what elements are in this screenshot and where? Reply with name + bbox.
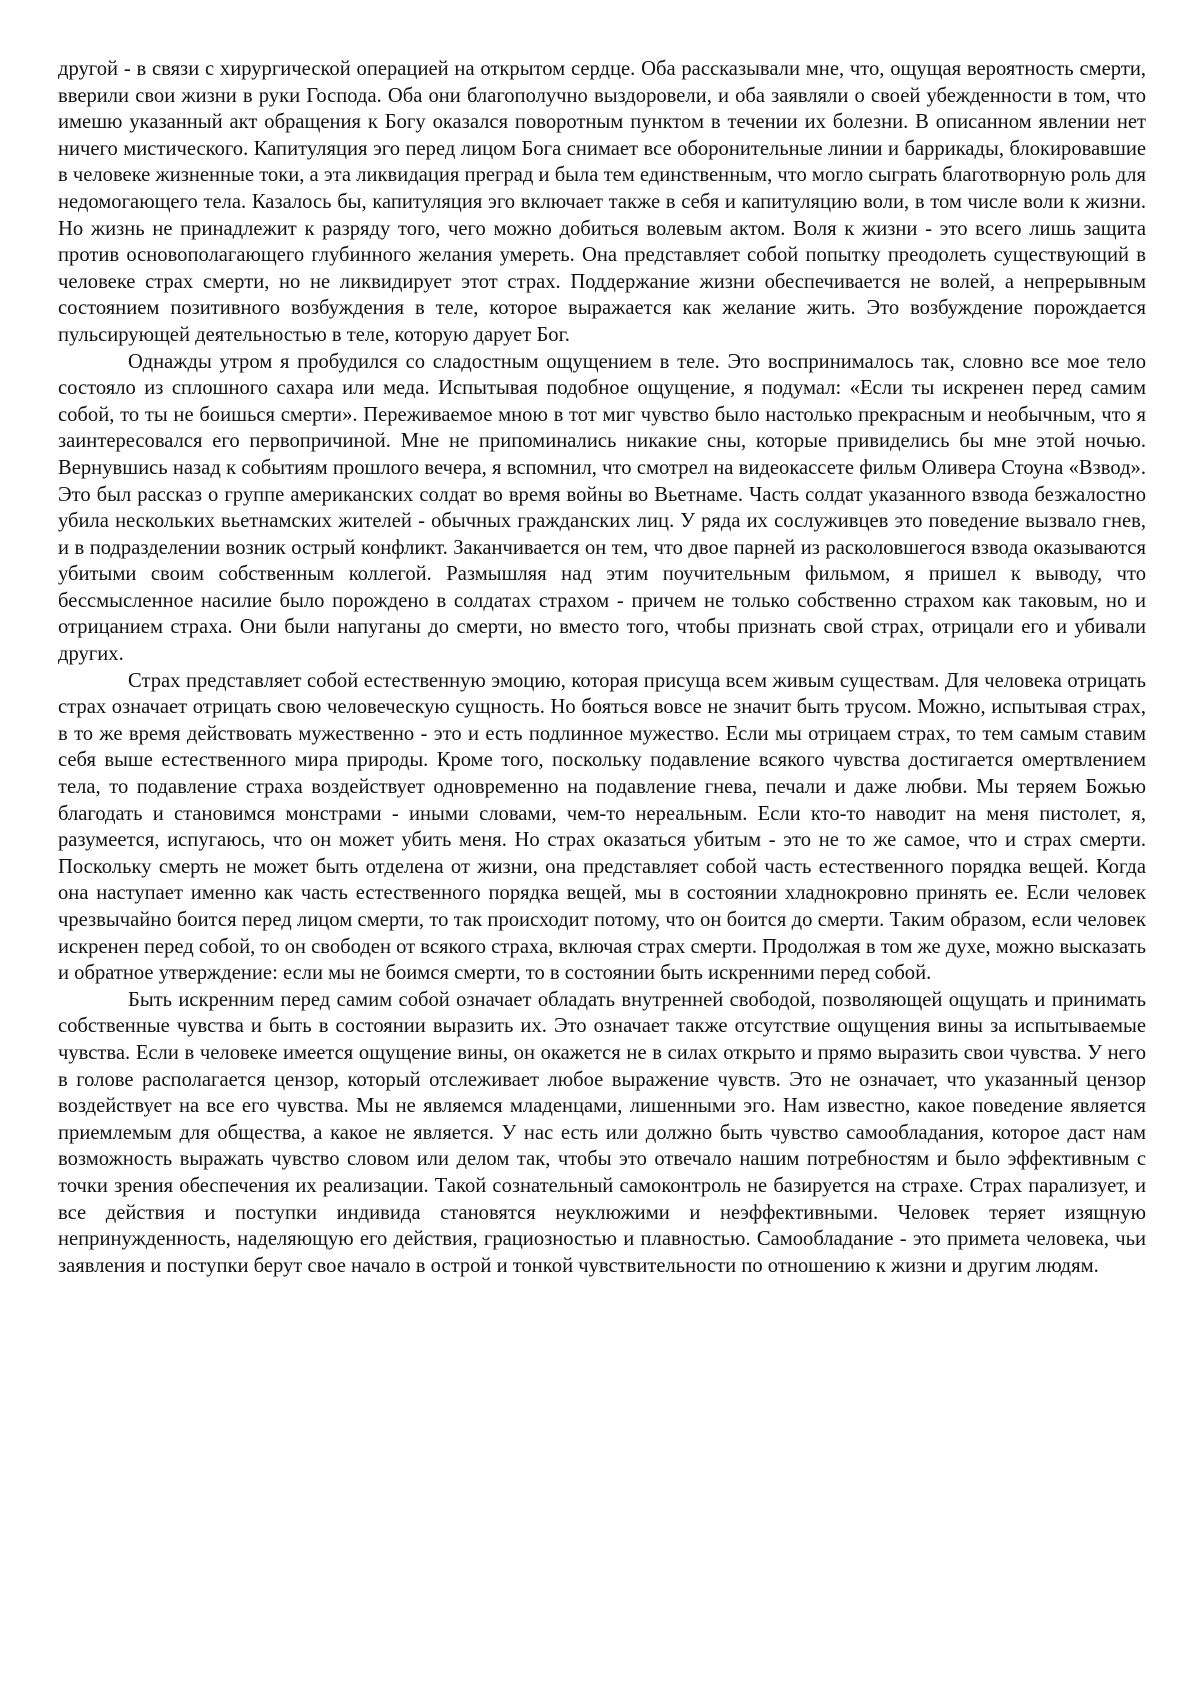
paragraph-4: Быть искренним перед самим собой означает обладать внутренней свободой, позволяющей ощущать и принимать собственные чувства и быть в состоянии выразить их. Это означает также отсутствие ощущения вины за испытываемые чувства. Если в человеке имеется ощущение вины, он окажется не в силах открыто и прямо выразить свои чувства. У него в голове располагается цензор, который отслеживает любое выражение чувств. Это не означает, что указанный цензор воздействует на все его чувства. Мы не являемся младенцами, лишенными эго. Нам известно, какое поведение является приемлемым для общества, а какое не является. У нас есть или должно быть чувство самообладания, которое даст нам возможность выражать чувство словом или делом так, чтобы это отвечало нашим потребностям и было эффективным с точки зрения обеспечения их реализации. Такой сознательный самоконтроль не базируется на страхе. Страх парализует, и все действия и поступки индивида становятся неуклюжими и неэффективными. Человек теряет изящную непринужденность, наделяющую его действия, грациозностью и плавностью. Самообладание - это примета человека, чьи заявления и поступки берут свое начало в острой и тонкой чувствительности по отношению к жизни и другим людям. bbox=[58, 988, 1146, 1277]
paragraph-3: Страх представляет собой естественную эмоцию, которая присуща всем живым существам. Для человека отрицать страх означает отрицать свою человеческую сущность. Но бояться вовсе не значит быть трусом. Можно, испытывая страх, в то же время действовать мужественно - это и есть подлинное мужество. Если мы отрицаем страх, то тем самым ставим себя выше естественного мира природы. Кроме того, поскольку подавление всякого чувства достигается омертвлением тела, то подавление страха воздействует одновременно на подавление гнева, печали и даже любви. Мы теряем Божью благодать и становимся монстрами - иными словами, чем-то нереальным. Если кто-то наводит на меня пистолет, я, разумеется, испугаюсь, что он может убить меня. Но страх оказаться убитым - это не то же самое, что и страх смерти. Поскольку смерть не может быть отделена от жизни, она представляет собой часть естественного порядка вещей. Когда она наступает именно как часть естественного порядка вещей, мы в состоянии хладнокровно принять ее. Если человек чрезвычайно боится перед лицом смерти, то так происходит потому, что он боится до смерти. Таким образом, если человек искренен перед собой, то он свободен от всякого страха, включая страх смерти. Продолжая в том же духе, можно высказать и обратное утверждение: если мы не боимся смерти, то в состоянии быть искренними перед собой. bbox=[58, 669, 1146, 985]
paragraph-1: другой - в связи с хирургической операцией на открытом сердце. Оба рассказывали мне, что, ощущая вероятность смерти, вверили свои жизни в руки Господа. Оба они благополучно выздоровели, и оба заявляли о своей убежденности в том, что имешю указанный акт обращения к Богу оказался поворотным пунктом в течении их болезни. В описанном явлении нет ничего мистического. Капитуляция эго перед лицом Бога снимает все оборонительные линии и баррикады, блокировавшие в человеке жизненные токи, а эта ликвидация преград и была тем единственным, что могло сыграть благотворную роль для недомогающего тела. Казалось бы, капитуляция эго включает также в себя и капитуляцию воли, в том числе воли к жизни. Но жизнь не принадлежит к разряду того, чего можно добиться волевым актом. Воля к жизни - это всего лишь защита против основополагающего глубинного желания умереть. Она представляет собой попытку преодолеть существующий в человеке страх смерти, но не ликвидирует этот страх. Поддержание жизни обеспечивается не волей, а непрерывным состоянием позитивного возбуждения в теле, которое выражается как желание жить. Это возбуждение порождается пульсирующей деятельностью в теле, которую дарует Бог. bbox=[58, 58, 1146, 346]
document-page bbox=[58, 56, 1146, 1279]
paragraph-2: Однажды утром я пробудился со сладостным ощущением в теле. Это воспринималось так, словно все мое тело состояло из сплошного сахара или меда. Испытывая подобное ощущение, я подумал: «Если ты искренен перед самим собой, то ты не боишься смерти». Переживаемое мною в тот миг чувство было настолько прекрасным и необычным, что я заинтересовался его первопричиной. Мне не припоминались никакие сны, которые привиделись бы мне этой ночью. Вернувшись назад к событиям прошлого вечера, я вспомнил, что смотрел на видеокассете фильм Оливера Стоуна «Взвод». Это был рассказ о группе американских солдат во время войны во Вьетнаме. Часть солдат указанного взвода безжалостно убила нескольких вьетнамских жителей - обычных гражданских лиц. У ряда их сослуживцев это поведение вызвало гнев, и в подразделении возник острый конфликт. Заканчивается он тем, что двое парней из расколовшегося взвода оказываются убитыми своим собственным коллегой. Размышляя над этим поучительным фильмом, я пришел к выводу, что бессмысленное насилие было порождено в солдатах страхом - причем не только собственно страхом как таковым, но и отрицанием страха. Они были напуганы до смерти, но вместо того, чтобы признать свой страх, отрицали его и убивали других. bbox=[58, 350, 1146, 666]
